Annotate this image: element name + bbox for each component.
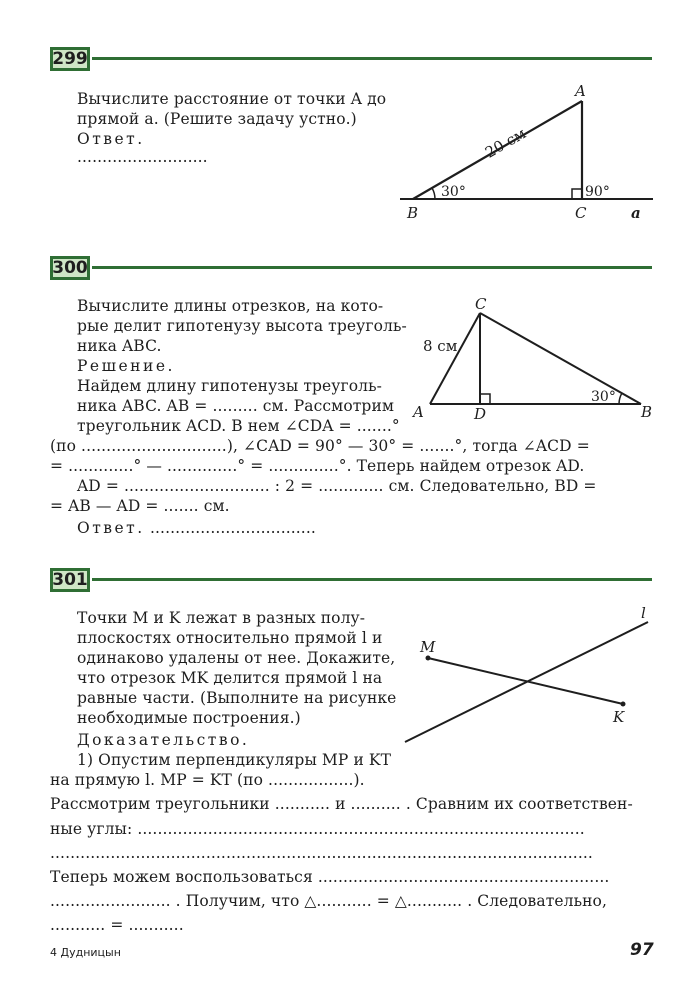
footer-signature: 4 Дудницын <box>50 946 121 959</box>
angle-arc-b <box>619 393 622 404</box>
proof-line: 1) Опустим перпендикуляры MP и KT <box>77 751 392 769</box>
point-k <box>621 702 626 707</box>
label-hypotenuse: 20 см <box>481 124 529 162</box>
label-angle-b: 30° <box>441 184 466 200</box>
proof-line: ............................................................................................................ <box>50 844 593 862</box>
label-angle-c: 90° <box>585 184 610 200</box>
problem-number-299: 299 <box>50 47 90 71</box>
problem-text-line: Вычислите расстояние от точки A до <box>77 90 387 108</box>
solution-label: Решение. <box>77 357 175 375</box>
proof-line: Теперь можем воспользоваться .......................................................... <box>50 868 610 886</box>
proof-line: ные углы: ......................................................................................... <box>50 820 585 838</box>
label-d-vertex: D <box>474 405 487 423</box>
problem-number-301: 301 <box>50 568 90 592</box>
solution-line: треугольник ACD. В нем ∠CDA = .......° <box>77 417 400 435</box>
label-a-vertex: A <box>413 403 424 421</box>
answer-blank[interactable]: .......................... <box>77 148 208 166</box>
header-rule-299 <box>92 57 652 60</box>
label-b-vertex: B <box>407 204 419 222</box>
problem-text-line: Вычислите длины отрезков, на кото- <box>77 297 384 315</box>
angle-arc-b <box>432 188 435 199</box>
point-m <box>426 656 431 661</box>
problem-text-line: что отрезок MK делится прямой l на <box>77 669 383 687</box>
right-angle-mark <box>480 394 490 404</box>
label-l: l <box>641 604 646 622</box>
problem-text-line: необходимые построения.) <box>77 709 301 727</box>
label-line-a: a <box>631 204 641 222</box>
segment-mk <box>428 658 623 704</box>
label-c-vertex: C <box>575 204 587 222</box>
solution-line: (по .............................), ∠CAD = 90° — 30° = .......°, тогда ∠ACD = <box>50 437 590 455</box>
answer-label: Ответ. <box>77 130 145 148</box>
proof-line: на прямую l. MP = KT (по .................). <box>50 771 365 789</box>
solution-line: = AB — AD = ....... см. <box>50 497 230 515</box>
problem-text-line: Точки M и K лежат в разных полу- <box>77 609 366 627</box>
proof-line: ........... = ........... <box>50 916 184 934</box>
answer-blank[interactable]: ................................. <box>150 519 316 537</box>
problem-text-line: одинаково удалены от нее. Докажите, <box>77 649 396 667</box>
solution-line: = .............° — ..............° = ..............°. Теперь найдем отрезок AD. <box>50 457 585 475</box>
proof-line: Рассмотрим треугольники ........... и .......... . Сравним их соответствен- <box>50 795 633 813</box>
lines-figure-301 <box>395 600 665 750</box>
label-b-vertex: B <box>641 403 653 421</box>
problem-number-300: 300 <box>50 256 90 280</box>
problem-text-line: равные части. (Выполните на рисунке <box>77 689 397 707</box>
solution-line: AD = ............................. : 2 = ............. см. Следовательно, BD = <box>77 477 597 495</box>
header-rule-300 <box>92 266 652 269</box>
label-c-vertex: C <box>475 295 487 313</box>
label-a-vertex: A <box>575 82 586 100</box>
label-m: M <box>420 638 436 656</box>
label-side: 8 см <box>423 337 458 355</box>
answer-label: Ответ. <box>77 519 145 537</box>
triangle-figure-299 <box>395 80 665 230</box>
side-cb <box>480 313 641 404</box>
problem-text-line: ника ABC. <box>77 337 162 355</box>
triangle-figure-300 <box>405 290 665 430</box>
problem-text-line: рые делит гипотенузу высота треуголь- <box>77 317 407 335</box>
page-number: 97 <box>630 940 654 960</box>
label-k: K <box>613 708 625 726</box>
problem-text-line: прямой a. (Решите задачу устно.) <box>77 110 357 128</box>
solution-line: ника ABC. AB = ......... см. Рассмотрим <box>77 397 395 415</box>
header-rule-301 <box>92 578 652 581</box>
solution-line: Найдем длину гипотенузы треуголь- <box>77 377 382 395</box>
proof-line: ........................ . Получим, что △........... = △........... . Следовательно, <box>50 892 608 910</box>
side-ac <box>430 313 480 404</box>
right-angle-mark <box>572 189 582 199</box>
label-angle: 30° <box>591 389 616 405</box>
problem-text-line: плоскостях относительно прямой l и <box>77 629 383 647</box>
proof-label: Доказательство. <box>77 731 250 749</box>
